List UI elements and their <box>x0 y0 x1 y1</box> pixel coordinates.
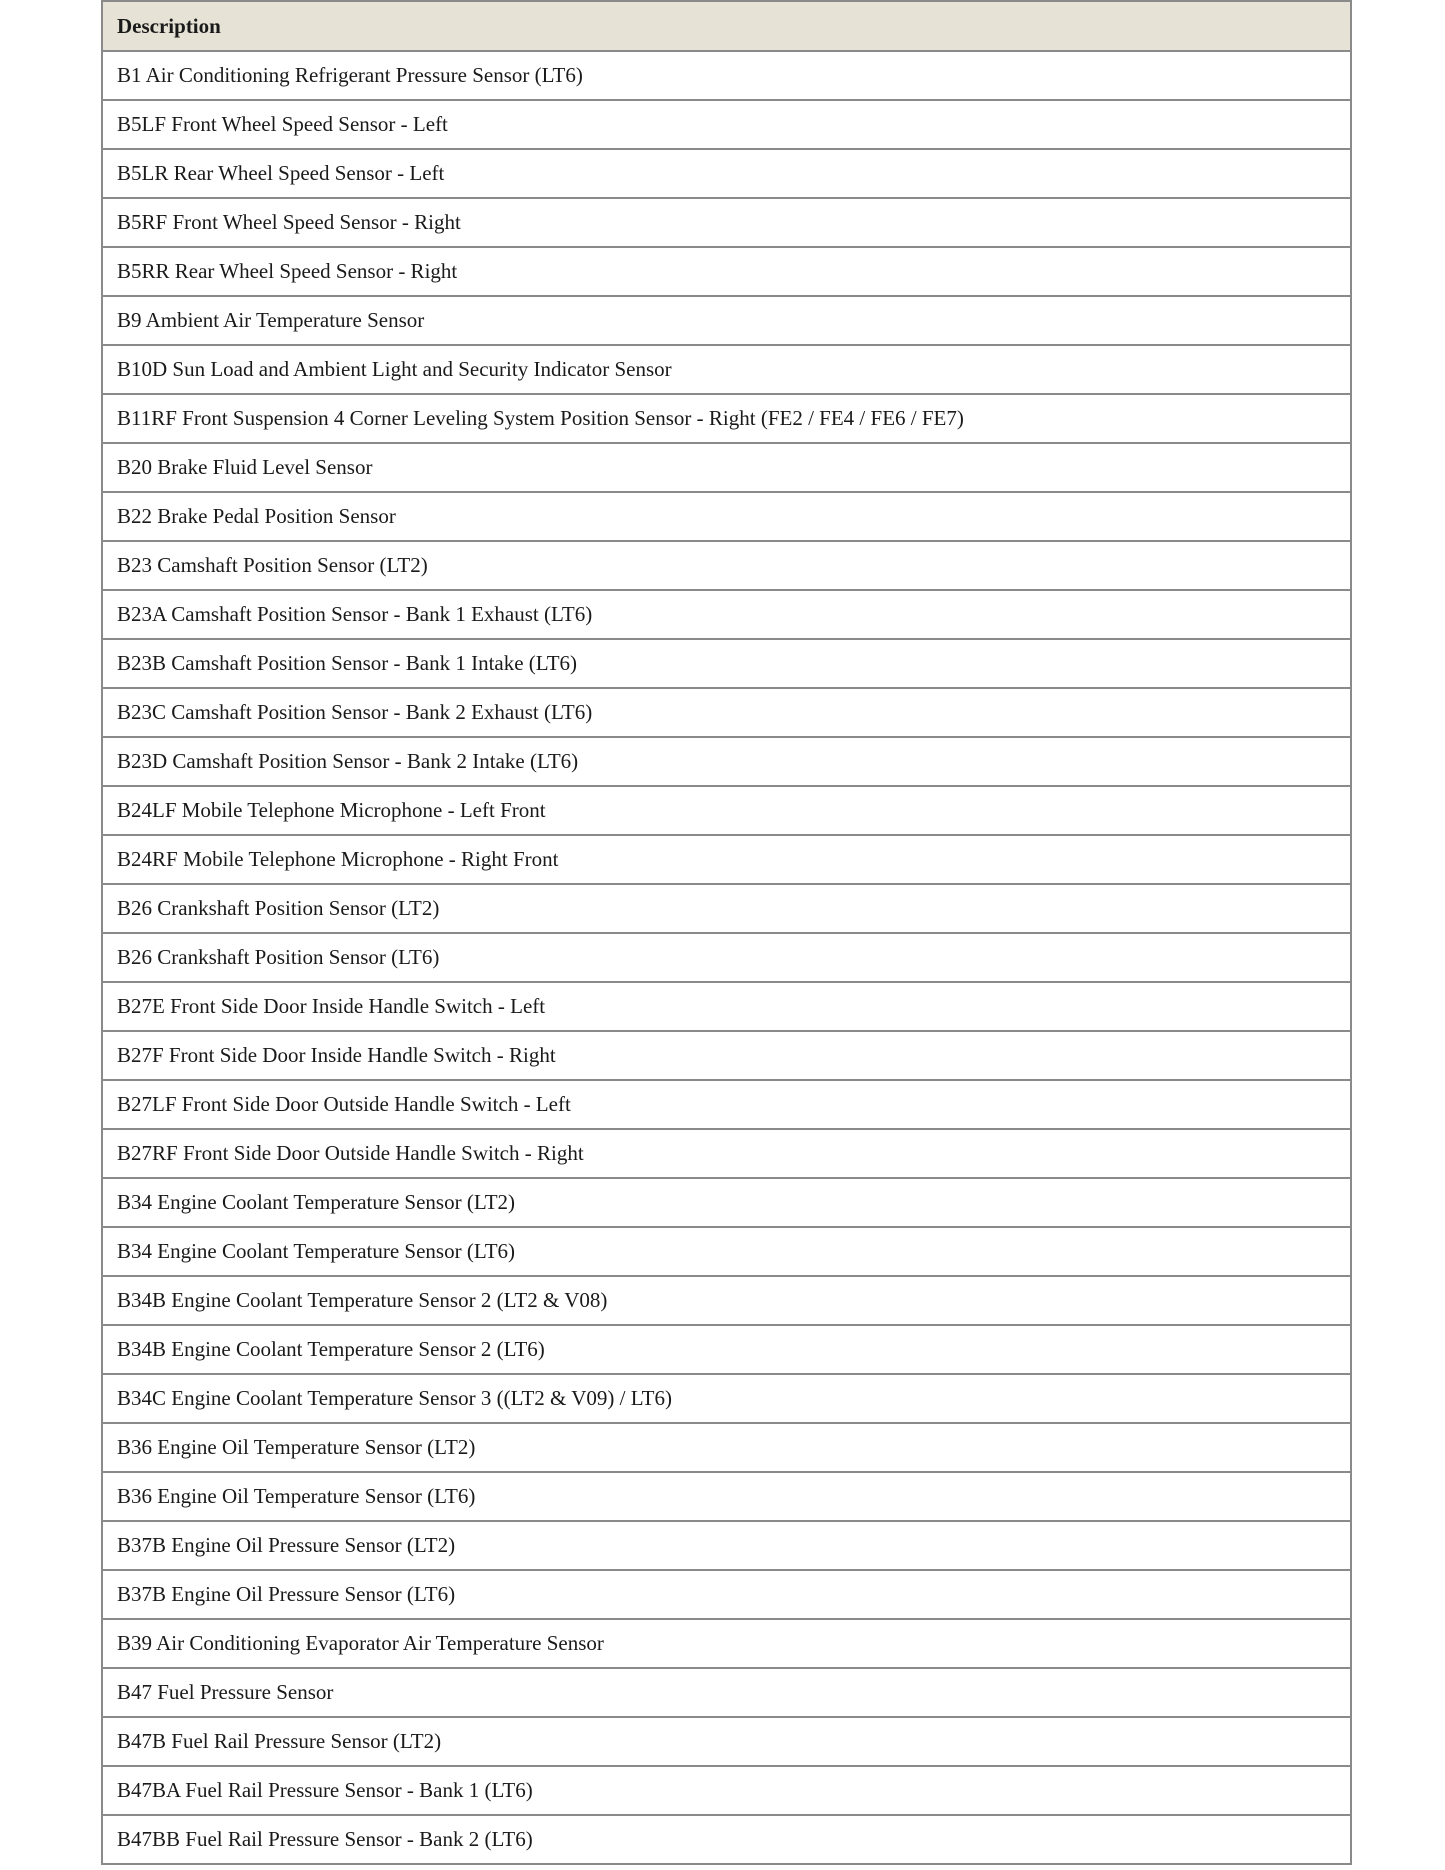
description-cell: B34C Engine Coolant Temperature Sensor 3 ((LT2 & V09) / LT6) <box>102 1374 1351 1423</box>
description-cell: B5RF Front Wheel Speed Sensor - Right <box>102 198 1351 247</box>
description-cell: B34 Engine Coolant Temperature Sensor (LT6) <box>102 1227 1351 1276</box>
column-header-description: Description <box>102 1 1351 51</box>
table-row <box>102 590 1351 639</box>
table-row <box>102 1717 1351 1766</box>
description-cell: B10D Sun Load and Ambient Light and Security Indicator Sensor <box>102 345 1351 394</box>
description-cell: B47 Fuel Pressure Sensor <box>102 1668 1351 1717</box>
description-cell: B23C Camshaft Position Sensor - Bank 2 Exhaust (LT6) <box>102 688 1351 737</box>
description-cell: B47BA Fuel Rail Pressure Sensor - Bank 1 (LT6) <box>102 1766 1351 1815</box>
description-cell: B37B Engine Oil Pressure Sensor (LT2) <box>102 1521 1351 1570</box>
table-row <box>102 443 1351 492</box>
table-row <box>102 688 1351 737</box>
table-body <box>102 51 1351 1864</box>
description-cell: B47B Fuel Rail Pressure Sensor (LT2) <box>102 1717 1351 1766</box>
description-cell: B27RF Front Side Door Outside Handle Switch - Right <box>102 1129 1351 1178</box>
table-header <box>102 1 1351 51</box>
description-cell: B23B Camshaft Position Sensor - Bank 1 Intake (LT6) <box>102 639 1351 688</box>
table-row <box>102 737 1351 786</box>
table-row <box>102 1521 1351 1570</box>
description-cell: B1 Air Conditioning Refrigerant Pressure Sensor (LT6) <box>102 51 1351 100</box>
header-row <box>102 1 1351 51</box>
description-cell: B9 Ambient Air Temperature Sensor <box>102 296 1351 345</box>
description-cell: B39 Air Conditioning Evaporator Air Temperature Sensor <box>102 1619 1351 1668</box>
table-row <box>102 100 1351 149</box>
table-row <box>102 884 1351 933</box>
description-cell: B5RR Rear Wheel Speed Sensor - Right <box>102 247 1351 296</box>
description-cell: B34B Engine Coolant Temperature Sensor 2 (LT6) <box>102 1325 1351 1374</box>
table-row <box>102 1472 1351 1521</box>
table-row <box>102 1815 1351 1864</box>
table-row <box>102 1423 1351 1472</box>
table-row <box>102 51 1351 100</box>
table-row <box>102 835 1351 884</box>
table-row <box>102 1178 1351 1227</box>
table-row <box>102 1325 1351 1374</box>
description-cell: B23 Camshaft Position Sensor (LT2) <box>102 541 1351 590</box>
description-cell: B5LR Rear Wheel Speed Sensor - Left <box>102 149 1351 198</box>
description-cell: B20 Brake Fluid Level Sensor <box>102 443 1351 492</box>
table-row <box>102 1619 1351 1668</box>
description-cell: B27LF Front Side Door Outside Handle Switch - Left <box>102 1080 1351 1129</box>
table-row <box>102 296 1351 345</box>
table-row <box>102 492 1351 541</box>
description-cell: B37B Engine Oil Pressure Sensor (LT6) <box>102 1570 1351 1619</box>
description-cell: B34B Engine Coolant Temperature Sensor 2 (LT2 & V08) <box>102 1276 1351 1325</box>
description-cell: B47BB Fuel Rail Pressure Sensor - Bank 2 (LT6) <box>102 1815 1351 1864</box>
table-row <box>102 394 1351 443</box>
table-row <box>102 198 1351 247</box>
table-row <box>102 786 1351 835</box>
table-row <box>102 1668 1351 1717</box>
table-row <box>102 149 1351 198</box>
table-row <box>102 1570 1351 1619</box>
description-cell: B26 Crankshaft Position Sensor (LT2) <box>102 884 1351 933</box>
table-row <box>102 1129 1351 1178</box>
description-cell: B36 Engine Oil Temperature Sensor (LT2) <box>102 1423 1351 1472</box>
description-cell: B22 Brake Pedal Position Sensor <box>102 492 1351 541</box>
description-cell: B34 Engine Coolant Temperature Sensor (LT2) <box>102 1178 1351 1227</box>
table-row <box>102 982 1351 1031</box>
table-row <box>102 1374 1351 1423</box>
description-table <box>101 0 1352 1865</box>
table-row <box>102 1031 1351 1080</box>
table-row <box>102 1227 1351 1276</box>
description-cell: B24LF Mobile Telephone Microphone - Left Front <box>102 786 1351 835</box>
description-cell: B27E Front Side Door Inside Handle Switch - Left <box>102 982 1351 1031</box>
table-row <box>102 639 1351 688</box>
description-cell: B5LF Front Wheel Speed Sensor - Left <box>102 100 1351 149</box>
description-cell: B24RF Mobile Telephone Microphone - Right Front <box>102 835 1351 884</box>
table-row <box>102 541 1351 590</box>
description-cell: B27F Front Side Door Inside Handle Switch - Right <box>102 1031 1351 1080</box>
description-cell: B23A Camshaft Position Sensor - Bank 1 Exhaust (LT6) <box>102 590 1351 639</box>
description-cell: B23D Camshaft Position Sensor - Bank 2 Intake (LT6) <box>102 737 1351 786</box>
table-row <box>102 1766 1351 1815</box>
description-cell: B36 Engine Oil Temperature Sensor (LT6) <box>102 1472 1351 1521</box>
table-row <box>102 345 1351 394</box>
description-cell: B11RF Front Suspension 4 Corner Leveling System Position Sensor - Right (FE2 / FE4 / FE6 / FE7) <box>102 394 1351 443</box>
table-row <box>102 1276 1351 1325</box>
description-table-container <box>101 0 1352 1865</box>
table-row <box>102 933 1351 982</box>
description-cell: B26 Crankshaft Position Sensor (LT6) <box>102 933 1351 982</box>
table-row <box>102 1080 1351 1129</box>
table-row <box>102 247 1351 296</box>
